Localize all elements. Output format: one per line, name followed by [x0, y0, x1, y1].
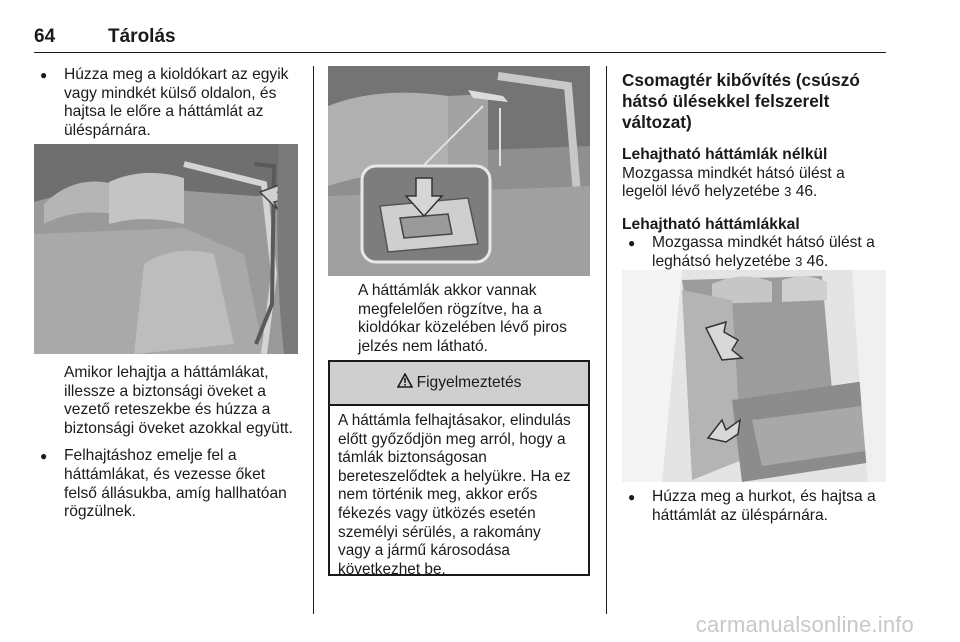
- latch-indicator-illustration: [328, 66, 590, 276]
- right-column: [622, 70, 890, 272]
- section-title: Tárolás: [108, 26, 176, 47]
- loop-handle-illustration: [622, 270, 886, 482]
- page-header: [34, 26, 886, 53]
- left-bullet-2: ● Felhajtáshoz emelje fel a háttámlákat, és vezesse őket felső állásukba, amíg hallhatóan rögzülnek.: [34, 447, 304, 521]
- watermark: carmanualsonline.info: [695, 612, 914, 637]
- warning-header: [330, 362, 588, 406]
- right-para-1: Mozgassa mindkét hátsó ülést a legelöl lévő helyzetébe 3 46.: [622, 164, 845, 201]
- column-divider-right: [606, 66, 607, 614]
- warning-triangle-icon: [397, 373, 413, 393]
- subheading-without-folding: Lehajtható háttámlák nélkül: [622, 146, 828, 163]
- left-bullet-1: ● Húzza meg a kioldókart az egyik vagy mindkét külső oldalon, és hajtsa le előre a háttámlát az üléspárnára.: [34, 66, 304, 140]
- subheading-with-folding: Lehajtható háttámlákkal: [622, 215, 800, 233]
- seat-release-lever-illustration: [34, 144, 298, 354]
- left-caption: Amikor lehajtja a háttámlákat, illessze a biztonsági öveket a vezető reteszekbe és húzza a biztonsági öveket azokkal együtt.: [64, 364, 293, 437]
- left-column-lower: [34, 364, 304, 522]
- page-reference-icon: 3: [795, 253, 803, 269]
- page-reference-icon: 3: [784, 184, 792, 200]
- left-column: [34, 66, 304, 140]
- warning-body: A háttámla felhajtásakor, elindulás előtt győződjön meg arról, hogy a támlák biztonságosan bereteszelődtek a helyükre. Ha ez nem történik meg, akkor erős fékezés vagy ütközés esetén személyi sérülés, a rakomány vagy a jármű károsodása következhet be.: [338, 412, 571, 578]
- right-bullet-1: ● Mozgassa mindkét hátsó ülést a leghátsó helyzetébe 3 46.: [622, 234, 890, 271]
- warning-box: [328, 360, 590, 576]
- page-number: 64: [34, 26, 56, 47]
- page-reference-link[interactable]: 46.: [795, 183, 818, 201]
- warning-title: Figyelmeztetés: [416, 374, 522, 391]
- column-divider-left: [313, 66, 314, 614]
- page-reference-link[interactable]: 46.: [806, 252, 829, 270]
- right-column-lower: [622, 488, 890, 525]
- right-heading: Csomagtér kibővítés (csúszó hátsó ülésekkel felszerelt változat): [622, 70, 860, 132]
- middle-caption-block: [328, 282, 590, 356]
- middle-caption: A háttámlák akkor vannak megfelelően rögzítve, ha a kioldókar közelében lévő piros jelzés nem látható.: [358, 282, 567, 355]
- right-bullet-2: ● Húzza meg a hurkot, és hajtsa a háttámlát az üléspárnára.: [622, 488, 890, 525]
